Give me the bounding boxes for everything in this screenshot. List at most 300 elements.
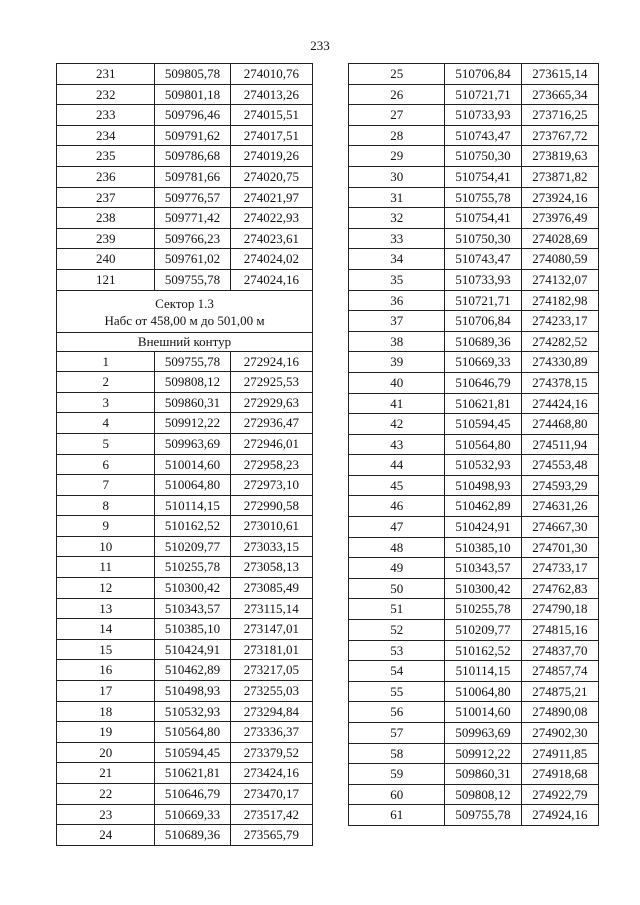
table-row bbox=[349, 331, 599, 352]
y-coordinate: 273085,49 bbox=[230, 578, 312, 599]
point-number: 237 bbox=[57, 187, 155, 208]
x-coordinate: 510385,10 bbox=[155, 619, 230, 640]
point-number: 58 bbox=[349, 743, 445, 764]
table-row bbox=[349, 661, 599, 682]
point-number: 11 bbox=[57, 557, 155, 578]
y-coordinate: 272936,47 bbox=[230, 413, 312, 434]
point-number: 49 bbox=[349, 558, 445, 579]
table-row bbox=[349, 681, 599, 702]
point-number: 18 bbox=[57, 701, 155, 722]
x-coordinate: 510498,93 bbox=[155, 681, 230, 702]
point-number: 17 bbox=[57, 681, 155, 702]
x-coordinate: 510689,36 bbox=[155, 825, 230, 846]
x-coordinate: 510114,15 bbox=[445, 661, 521, 682]
y-coordinate: 274837,70 bbox=[521, 640, 598, 661]
point-number: 8 bbox=[57, 495, 155, 516]
x-coordinate: 510743,47 bbox=[445, 249, 521, 270]
point-number: 121 bbox=[57, 269, 155, 290]
sector-header bbox=[57, 290, 313, 351]
x-coordinate: 510343,57 bbox=[155, 598, 230, 619]
table-row bbox=[349, 455, 599, 476]
point-number: 38 bbox=[349, 331, 445, 352]
point-number: 48 bbox=[349, 537, 445, 558]
table-row bbox=[349, 764, 599, 785]
contour-row bbox=[57, 332, 313, 351]
point-number: 15 bbox=[57, 639, 155, 660]
point-number: 56 bbox=[349, 702, 445, 723]
x-coordinate: 510255,78 bbox=[155, 557, 230, 578]
point-number: 45 bbox=[349, 475, 445, 496]
point-number: 6 bbox=[57, 454, 155, 475]
y-coordinate: 272990,58 bbox=[230, 495, 312, 516]
x-coordinate: 509766,23 bbox=[155, 228, 230, 249]
point-number: 35 bbox=[349, 269, 445, 290]
y-coordinate: 274024,16 bbox=[230, 269, 312, 290]
point-number: 52 bbox=[349, 620, 445, 641]
y-coordinate: 274013,26 bbox=[230, 84, 312, 105]
contour-label: Внешний контур bbox=[57, 332, 313, 351]
y-coordinate: 273517,42 bbox=[230, 804, 312, 825]
table-row bbox=[349, 558, 599, 579]
x-coordinate: 510594,45 bbox=[155, 742, 230, 763]
y-coordinate: 274330,89 bbox=[521, 352, 598, 373]
y-coordinate: 273819,63 bbox=[521, 146, 598, 167]
point-number: 53 bbox=[349, 640, 445, 661]
table-row bbox=[349, 640, 599, 661]
y-coordinate: 274132,07 bbox=[521, 269, 598, 290]
point-number: 61 bbox=[349, 805, 445, 826]
y-coordinate: 274028,69 bbox=[521, 228, 598, 249]
table-row bbox=[349, 805, 599, 826]
table-row bbox=[349, 352, 599, 373]
table-row bbox=[349, 393, 599, 414]
table-row bbox=[57, 105, 313, 126]
table-row bbox=[57, 146, 313, 167]
point-number: 44 bbox=[349, 455, 445, 476]
table-row bbox=[57, 763, 313, 784]
x-coordinate: 509796,46 bbox=[155, 105, 230, 126]
x-coordinate: 510564,80 bbox=[445, 434, 521, 455]
y-coordinate: 274553,48 bbox=[521, 455, 598, 476]
y-coordinate: 274911,85 bbox=[521, 743, 598, 764]
left-table-rows-bottom bbox=[57, 351, 313, 845]
table-row bbox=[349, 434, 599, 455]
table-row bbox=[57, 249, 313, 270]
table-row bbox=[349, 784, 599, 805]
x-coordinate: 509791,62 bbox=[155, 125, 230, 146]
point-number: 234 bbox=[57, 125, 155, 146]
y-coordinate: 274233,17 bbox=[521, 311, 598, 332]
x-coordinate: 509912,22 bbox=[155, 413, 230, 434]
y-coordinate: 273665,34 bbox=[521, 84, 598, 105]
point-number: 54 bbox=[349, 661, 445, 682]
point-number: 34 bbox=[349, 249, 445, 270]
x-coordinate: 510750,30 bbox=[445, 228, 521, 249]
y-coordinate: 272929,63 bbox=[230, 392, 312, 413]
x-coordinate: 509801,18 bbox=[155, 84, 230, 105]
point-number: 55 bbox=[349, 681, 445, 702]
y-coordinate: 273379,52 bbox=[230, 742, 312, 763]
point-number: 1 bbox=[57, 351, 155, 372]
x-coordinate: 510114,15 bbox=[155, 495, 230, 516]
x-coordinate: 510014,60 bbox=[155, 454, 230, 475]
point-number: 31 bbox=[349, 187, 445, 208]
x-coordinate: 510424,91 bbox=[445, 517, 521, 538]
table-row bbox=[57, 454, 313, 475]
sector-subtitle: Набс от 458,00 м до 501,00 м bbox=[104, 312, 265, 328]
table-row bbox=[349, 290, 599, 311]
x-coordinate: 509912,22 bbox=[445, 743, 521, 764]
y-coordinate: 274762,83 bbox=[521, 578, 598, 599]
x-coordinate: 510721,71 bbox=[445, 290, 521, 311]
table-row bbox=[57, 639, 313, 660]
point-number: 42 bbox=[349, 414, 445, 435]
x-coordinate: 510743,47 bbox=[445, 125, 521, 146]
table-row bbox=[57, 742, 313, 763]
x-coordinate: 510621,81 bbox=[155, 763, 230, 784]
x-coordinate: 510532,93 bbox=[155, 701, 230, 722]
y-coordinate: 274024,02 bbox=[230, 249, 312, 270]
y-coordinate: 274918,68 bbox=[521, 764, 598, 785]
y-coordinate: 274815,16 bbox=[521, 620, 598, 641]
y-coordinate: 273424,16 bbox=[230, 763, 312, 784]
y-coordinate: 273565,79 bbox=[230, 825, 312, 846]
table-row bbox=[57, 372, 313, 393]
point-number: 10 bbox=[57, 536, 155, 557]
x-coordinate: 510669,33 bbox=[155, 804, 230, 825]
y-coordinate: 273976,49 bbox=[521, 208, 598, 229]
table-row bbox=[57, 804, 313, 825]
table-row bbox=[57, 516, 313, 537]
point-number: 32 bbox=[349, 208, 445, 229]
y-coordinate: 273255,03 bbox=[230, 681, 312, 702]
table-row bbox=[57, 825, 313, 846]
x-coordinate: 510209,77 bbox=[155, 536, 230, 557]
point-number: 23 bbox=[57, 804, 155, 825]
y-coordinate: 273716,25 bbox=[521, 105, 598, 126]
point-number: 22 bbox=[57, 784, 155, 805]
table-row bbox=[349, 166, 599, 187]
y-coordinate: 272946,01 bbox=[230, 433, 312, 454]
table-row bbox=[349, 414, 599, 435]
x-coordinate: 510014,60 bbox=[445, 702, 521, 723]
table-row bbox=[57, 413, 313, 434]
coordinates-table-right bbox=[348, 63, 599, 826]
table-row bbox=[349, 743, 599, 764]
table-row bbox=[57, 208, 313, 229]
table-row bbox=[349, 620, 599, 641]
y-coordinate: 274021,97 bbox=[230, 187, 312, 208]
table-row bbox=[57, 598, 313, 619]
y-coordinate: 273058,13 bbox=[230, 557, 312, 578]
y-coordinate: 272925,53 bbox=[230, 372, 312, 393]
x-coordinate: 510300,42 bbox=[155, 578, 230, 599]
point-number: 239 bbox=[57, 228, 155, 249]
y-coordinate: 274924,16 bbox=[521, 805, 598, 826]
table-row bbox=[349, 723, 599, 744]
x-coordinate: 510755,78 bbox=[445, 187, 521, 208]
table-row bbox=[349, 475, 599, 496]
x-coordinate: 510462,89 bbox=[445, 496, 521, 517]
table-row bbox=[57, 433, 313, 454]
y-coordinate: 274667,30 bbox=[521, 517, 598, 538]
x-coordinate: 509755,78 bbox=[155, 269, 230, 290]
x-coordinate: 509860,31 bbox=[155, 392, 230, 413]
table-row bbox=[57, 475, 313, 496]
point-number: 47 bbox=[349, 517, 445, 538]
table-row bbox=[349, 187, 599, 208]
point-number: 3 bbox=[57, 392, 155, 413]
page-number: 233 bbox=[310, 38, 330, 53]
point-number: 27 bbox=[349, 105, 445, 126]
x-coordinate: 510424,91 bbox=[155, 639, 230, 660]
point-number: 233 bbox=[57, 105, 155, 126]
y-coordinate: 273336,37 bbox=[230, 722, 312, 743]
point-number: 2 bbox=[57, 372, 155, 393]
left-table-rows-top bbox=[57, 64, 313, 291]
point-number: 236 bbox=[57, 166, 155, 187]
y-coordinate: 273615,14 bbox=[521, 64, 598, 85]
y-coordinate: 274017,51 bbox=[230, 125, 312, 146]
point-number: 57 bbox=[349, 723, 445, 744]
x-coordinate: 510162,52 bbox=[445, 640, 521, 661]
x-coordinate: 510532,93 bbox=[445, 455, 521, 476]
y-coordinate: 273767,72 bbox=[521, 125, 598, 146]
point-number: 59 bbox=[349, 764, 445, 785]
x-coordinate: 510594,45 bbox=[445, 414, 521, 435]
table-row bbox=[349, 517, 599, 538]
x-coordinate: 510706,84 bbox=[445, 64, 521, 85]
y-coordinate: 274182,98 bbox=[521, 290, 598, 311]
y-coordinate: 274015,51 bbox=[230, 105, 312, 126]
x-coordinate: 510721,71 bbox=[445, 84, 521, 105]
y-coordinate: 274378,15 bbox=[521, 372, 598, 393]
table-row bbox=[57, 495, 313, 516]
y-coordinate: 274857,74 bbox=[521, 661, 598, 682]
point-number: 50 bbox=[349, 578, 445, 599]
point-number: 14 bbox=[57, 619, 155, 640]
y-coordinate: 273871,82 bbox=[521, 166, 598, 187]
y-coordinate: 274902,30 bbox=[521, 723, 598, 744]
x-coordinate: 510754,41 bbox=[445, 166, 521, 187]
table-row bbox=[57, 351, 313, 372]
table-row bbox=[349, 269, 599, 290]
y-coordinate: 274701,30 bbox=[521, 537, 598, 558]
table-row bbox=[57, 681, 313, 702]
x-coordinate: 510300,42 bbox=[445, 578, 521, 599]
table-row bbox=[349, 84, 599, 105]
point-number: 37 bbox=[349, 311, 445, 332]
y-coordinate: 273010,61 bbox=[230, 516, 312, 537]
y-coordinate: 272973,10 bbox=[230, 475, 312, 496]
y-coordinate: 273181,01 bbox=[230, 639, 312, 660]
point-number: 29 bbox=[349, 146, 445, 167]
y-coordinate: 274593,29 bbox=[521, 475, 598, 496]
point-number: 20 bbox=[57, 742, 155, 763]
x-coordinate: 509805,78 bbox=[155, 64, 230, 85]
y-coordinate: 274468,80 bbox=[521, 414, 598, 435]
y-coordinate: 272924,16 bbox=[230, 351, 312, 372]
point-number: 7 bbox=[57, 475, 155, 496]
point-number: 235 bbox=[57, 146, 155, 167]
x-coordinate: 509755,78 bbox=[445, 805, 521, 826]
sector-row bbox=[57, 290, 313, 332]
x-coordinate: 509776,57 bbox=[155, 187, 230, 208]
point-number: 28 bbox=[349, 125, 445, 146]
coordinates-table-left bbox=[56, 63, 313, 846]
table-row bbox=[349, 228, 599, 249]
point-number: 36 bbox=[349, 290, 445, 311]
point-number: 232 bbox=[57, 84, 155, 105]
y-coordinate: 274010,76 bbox=[230, 64, 312, 85]
point-number: 5 bbox=[57, 433, 155, 454]
table-row bbox=[349, 146, 599, 167]
y-coordinate: 274733,17 bbox=[521, 558, 598, 579]
point-number: 231 bbox=[57, 64, 155, 85]
point-number: 13 bbox=[57, 598, 155, 619]
table-row bbox=[349, 249, 599, 270]
table-row bbox=[57, 269, 313, 290]
table-row bbox=[57, 392, 313, 413]
y-coordinate: 274020,75 bbox=[230, 166, 312, 187]
x-coordinate: 509860,31 bbox=[445, 764, 521, 785]
table-row bbox=[57, 578, 313, 599]
x-coordinate: 510621,81 bbox=[445, 393, 521, 414]
x-coordinate: 510162,52 bbox=[155, 516, 230, 537]
table-row bbox=[57, 784, 313, 805]
point-number: 238 bbox=[57, 208, 155, 229]
y-coordinate: 274922,79 bbox=[521, 784, 598, 805]
x-coordinate: 510646,79 bbox=[445, 372, 521, 393]
table-row bbox=[349, 702, 599, 723]
y-coordinate: 274019,26 bbox=[230, 146, 312, 167]
x-coordinate: 510064,80 bbox=[155, 475, 230, 496]
y-coordinate: 274080,59 bbox=[521, 249, 598, 270]
table-row bbox=[57, 64, 313, 85]
table-row bbox=[349, 496, 599, 517]
point-number: 9 bbox=[57, 516, 155, 537]
point-number: 33 bbox=[349, 228, 445, 249]
point-number: 46 bbox=[349, 496, 445, 517]
x-coordinate: 510064,80 bbox=[445, 681, 521, 702]
table-row bbox=[349, 64, 599, 85]
point-number: 39 bbox=[349, 352, 445, 373]
point-number: 41 bbox=[349, 393, 445, 414]
sector-title: Сектор 1.3 bbox=[155, 295, 214, 311]
x-coordinate: 510498,93 bbox=[445, 475, 521, 496]
table-row bbox=[57, 125, 313, 146]
x-coordinate: 509771,42 bbox=[155, 208, 230, 229]
x-coordinate: 510733,93 bbox=[445, 105, 521, 126]
point-number: 43 bbox=[349, 434, 445, 455]
table-row bbox=[57, 228, 313, 249]
table-row bbox=[349, 125, 599, 146]
y-coordinate: 274424,16 bbox=[521, 393, 598, 414]
table-row bbox=[57, 660, 313, 681]
y-coordinate: 274023,61 bbox=[230, 228, 312, 249]
y-coordinate: 273294,84 bbox=[230, 701, 312, 722]
point-number: 16 bbox=[57, 660, 155, 681]
table-row bbox=[349, 578, 599, 599]
x-coordinate: 510733,93 bbox=[445, 269, 521, 290]
y-coordinate: 273115,14 bbox=[230, 598, 312, 619]
point-number: 51 bbox=[349, 599, 445, 620]
table-row bbox=[349, 105, 599, 126]
point-number: 25 bbox=[349, 64, 445, 85]
y-coordinate: 274890,08 bbox=[521, 702, 598, 723]
right-table-rows bbox=[349, 64, 599, 826]
point-number: 24 bbox=[57, 825, 155, 846]
y-coordinate: 274790,18 bbox=[521, 599, 598, 620]
y-coordinate: 273147,01 bbox=[230, 619, 312, 640]
table-row bbox=[349, 537, 599, 558]
point-number: 60 bbox=[349, 784, 445, 805]
point-number: 40 bbox=[349, 372, 445, 393]
table-row bbox=[349, 208, 599, 229]
x-coordinate: 509761,02 bbox=[155, 249, 230, 270]
point-number: 12 bbox=[57, 578, 155, 599]
x-coordinate: 510385,10 bbox=[445, 537, 521, 558]
point-number: 26 bbox=[349, 84, 445, 105]
x-coordinate: 509808,12 bbox=[155, 372, 230, 393]
y-coordinate: 273217,05 bbox=[230, 660, 312, 681]
x-coordinate: 510689,36 bbox=[445, 331, 521, 352]
table-row bbox=[57, 166, 313, 187]
table-row bbox=[57, 536, 313, 557]
y-coordinate: 273924,16 bbox=[521, 187, 598, 208]
y-coordinate: 273470,17 bbox=[230, 784, 312, 805]
table-row bbox=[57, 557, 313, 578]
point-number: 21 bbox=[57, 763, 155, 784]
x-coordinate: 509963,69 bbox=[445, 723, 521, 744]
y-coordinate: 274022,93 bbox=[230, 208, 312, 229]
y-coordinate: 274511,94 bbox=[521, 434, 598, 455]
y-coordinate: 274631,26 bbox=[521, 496, 598, 517]
point-number: 4 bbox=[57, 413, 155, 434]
x-coordinate: 509808,12 bbox=[445, 784, 521, 805]
y-coordinate: 274875,21 bbox=[521, 681, 598, 702]
x-coordinate: 509786,68 bbox=[155, 146, 230, 167]
y-coordinate: 273033,15 bbox=[230, 536, 312, 557]
table-row bbox=[57, 187, 313, 208]
table-row bbox=[349, 311, 599, 332]
table-row bbox=[349, 372, 599, 393]
point-number: 30 bbox=[349, 166, 445, 187]
table-row bbox=[57, 701, 313, 722]
x-coordinate: 510706,84 bbox=[445, 311, 521, 332]
x-coordinate: 510669,33 bbox=[445, 352, 521, 373]
x-coordinate: 509781,66 bbox=[155, 166, 230, 187]
x-coordinate: 509963,69 bbox=[155, 433, 230, 454]
x-coordinate: 510343,57 bbox=[445, 558, 521, 579]
x-coordinate: 510754,41 bbox=[445, 208, 521, 229]
x-coordinate: 510564,80 bbox=[155, 722, 230, 743]
y-coordinate: 274282,52 bbox=[521, 331, 598, 352]
x-coordinate: 510255,78 bbox=[445, 599, 521, 620]
x-coordinate: 510646,79 bbox=[155, 784, 230, 805]
table-row bbox=[57, 722, 313, 743]
point-number: 240 bbox=[57, 249, 155, 270]
y-coordinate: 272958,23 bbox=[230, 454, 312, 475]
x-coordinate: 510462,89 bbox=[155, 660, 230, 681]
x-coordinate: 510750,30 bbox=[445, 146, 521, 167]
table-row bbox=[349, 599, 599, 620]
sector-cell bbox=[57, 290, 313, 332]
x-coordinate: 509755,78 bbox=[155, 351, 230, 372]
x-coordinate: 510209,77 bbox=[445, 620, 521, 641]
point-number: 19 bbox=[57, 722, 155, 743]
table-row bbox=[57, 619, 313, 640]
